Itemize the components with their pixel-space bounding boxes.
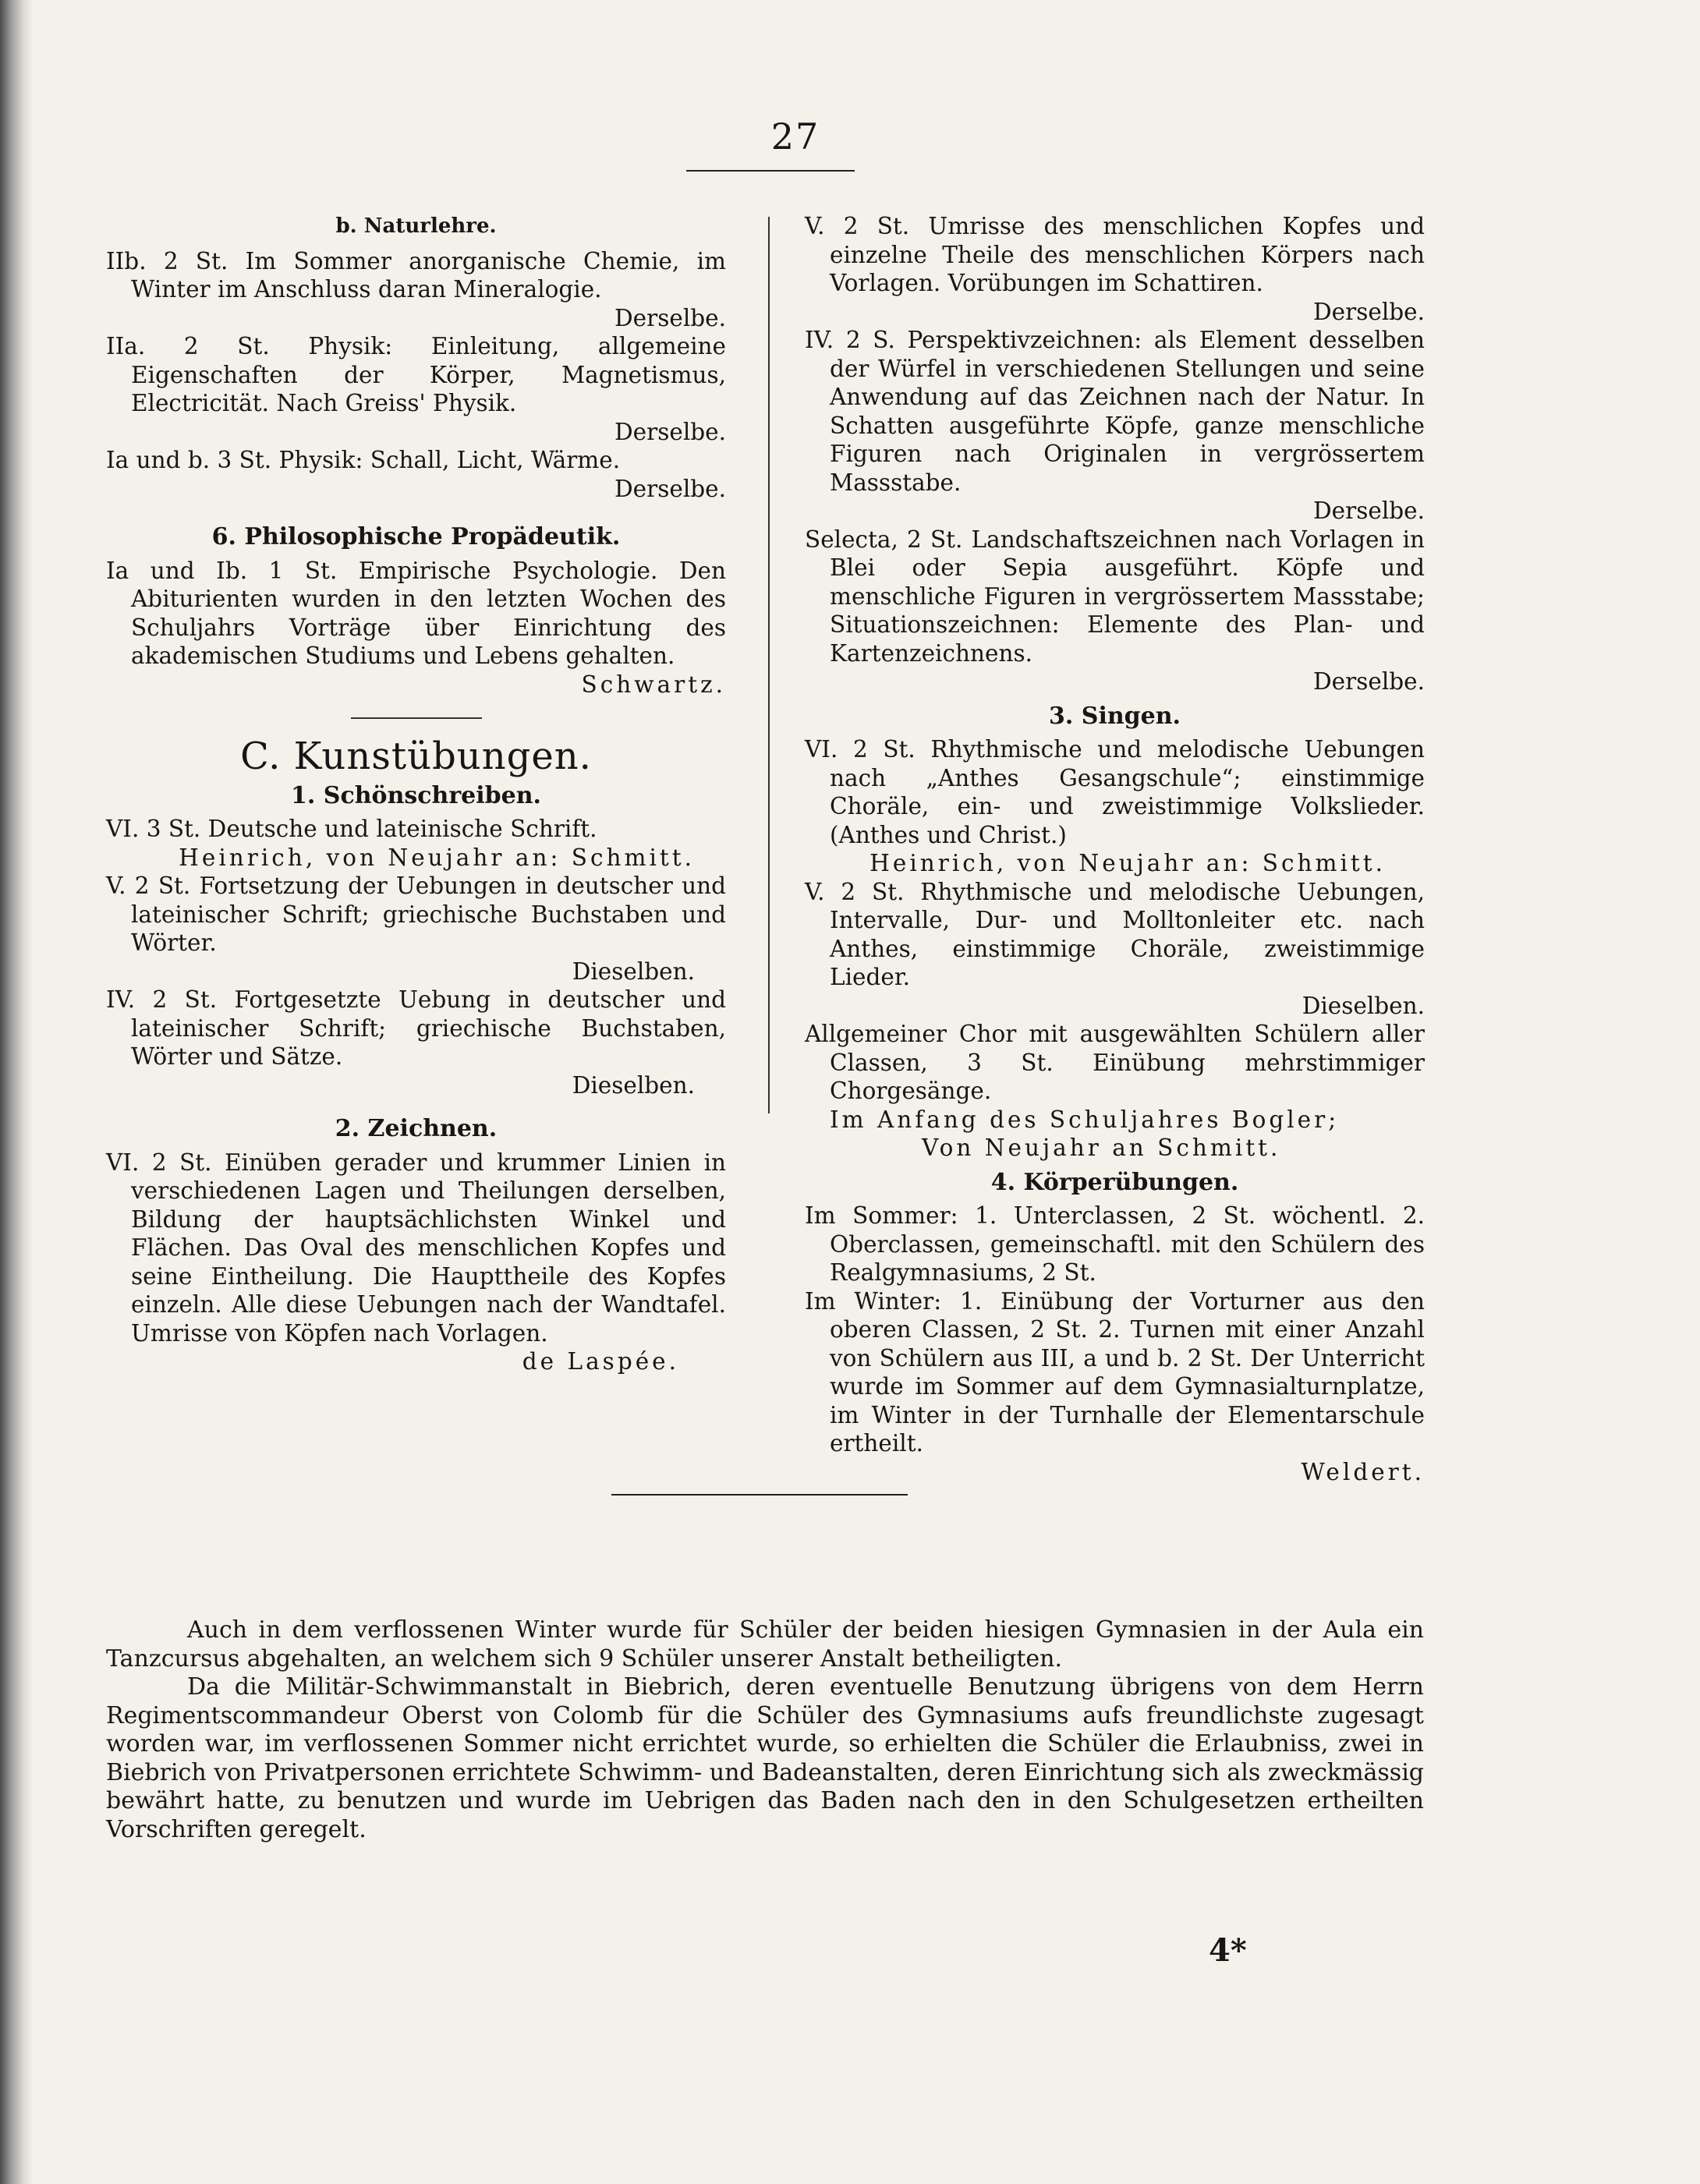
teacher-heinrich-schmitt: Heinrich, von Neujahr an: Schmitt. [869,850,1386,876]
page-edge-shadow [0,0,33,2184]
entry-iv-perspektiv: IV. 2 S. Perspektivzeichnen: als Element desselben der Würfel in verschiedenen Stellungen und seine Anwendung auf das Zeichnen nach der Natur. In Schatten ausgeführte Köpfe, ganze menschliche Figuren nach Originalen in vergrössertem Massstabe. [805,327,1425,496]
teacher-derselbe: Derselbe. [614,475,726,502]
teacher-de-laspee: de Laspée. [522,1348,679,1375]
teacher-weldert: Weldert. [1301,1458,1425,1485]
paragraph-schwimmanstalt: Da die Militär-Schwimmanstalt in Biebrich, deren eventuelle Benutzung übrigens von dem Herrn Regimentscommandeur Oberst von Colomb für die Schüler des Gymnasiums aufs freundlichste zugesagt worden war, im verflossenen Sommer nicht errichtet wurde, so erhielten die Schüler die Erlaubniss, zwei in Biebrich von Privatpersonen errichtete Schwimm- und Badeanstalten, deren Einrichtung sich als zweckmässig bewährt hatte, zu benutzen und wurde im Uebrigen das Baden nach den in den Schulgesetzen ertheilten Vorschriften geregelt. [106,1673,1424,1843]
teacher-dieselben: Dieselben. [572,1071,695,1099]
teacher-derselbe: Derselbe. [1313,668,1425,695]
entry-v-zeichnen: V. 2 St. Umrisse des menschlichen Kopfes und einzelne Theile des menschlichen Körpers nach Vorlagen. Vorübungen im Schattiren. [805,213,1425,296]
entry-sommer: Im Sommer: 1. Unterclassen, 2 St. wöchentl. 2. Oberclassen, gemeinschaftl. mit den Schülern des Realgymnasiums, 2 St. [805,1202,1425,1286]
teacher-dieselben: Dieselben. [572,957,695,985]
entry-iia-physik: IIa. 2 St. Physik: Einleitung, allgemeine Eigenschaften der Körper, Magnetismus, Electricität. Nach Greiss' Physik. [106,333,726,416]
right-column [805,212,1425,1486]
column-divider [768,217,770,1113]
entry-vi-singen: VI. 2 St. Rhythmische und melodische Uebungen nach „Anthes Gesangschule“; einstimmige Choräle, ein- und zweistimmige Volkslieder. (Anthes und Christ.) [805,736,1425,848]
entry-iv-schrift: IV. 2 St. Fortgesetzte Uebung in deutscher und lateinischer Schrift; griechische Buchstaben, Wörter und Sätze. [106,986,726,1070]
entry-winter: Im Winter: 1. Einübung der Vorturner aus den oberen Classen, 2 St. 2. Turnen mit einer Anzahl von Schülern aus III, a und b. 2 St. Der Unterricht wurde im Sommer auf dem Gymnasialturnplatze, im Winter in der Turnhalle der Elementarschule ertheilt. [805,1287,1425,1457]
teacher-derselbe: Derselbe. [614,418,726,445]
heading-philosophie: 6. Philosophische Propädeutik. [211,523,621,550]
entry-v-schrift: V. 2 St. Fortsetzung der Uebungen in deutscher und lateinischer Schrift; griechische Buchstaben und Wörter. [106,873,726,956]
entry-v-singen: V. 2 St. Rhythmische und melodische Uebungen, Intervalle, Dur- und Molltonleiter etc. nach Anthes, einstimmige Choräle, zweistimmige Lieder. [805,878,1425,990]
heading-koerperuebungen: 4. Körperübungen. [990,1168,1239,1196]
teacher-derselbe: Derselbe. [614,304,726,331]
entry-iib-chemie: IIb. 2 St. Im Sommer anorganische Chemie, im Winter im Anschluss daran Mineralogie. [106,247,726,303]
entry-allgemeiner-chor: Allgemeiner Chor mit ausgewählten Schülern aller Classen, 3 St. Einübung mehrstimmiger Chorgesänge. [805,1021,1425,1104]
note-bogler: Im Anfang des Schuljahres Bogler; [830,1106,1340,1133]
teacher-schwartz: Schwartz. [581,671,726,698]
heading-zeichnen: 2. Zeichnen. [335,1115,498,1142]
teacher-dieselben: Dieselben. [1302,992,1425,1019]
bottom-paragraphs [106,1616,1424,1844]
signature-mark: 4* [1209,1932,1247,1969]
heading-naturlehre: b. Naturlehre. [335,214,497,238]
heading-singen: 3. Singen. [1049,702,1181,730]
teacher-heinrich-schmitt: Heinrich, von Neujahr an: Schmitt. [179,844,695,871]
heading-schoenschreiben: 1. Schönschreiben. [291,781,541,809]
entry-ia-physik: Ia und b. 3 St. Physik: Schall, Licht, Wärme. [106,447,621,473]
left-column [106,212,726,1376]
paragraph-tanzcursus: Auch in dem verflossenen Winter wurde für Schüler der beiden hiesigen Gymnasien in der Aula ein Tanzcursus abgehalten, an welchem sich 9 Schüler unserer Anstalt betheiligten. [106,1616,1424,1673]
note-schmitt: Von Neujahr an Schmitt. [922,1134,1281,1161]
teacher-derselbe: Derselbe. [1313,298,1425,325]
page-number: 27 [770,115,820,158]
separator-rule [611,1494,908,1496]
page-number-rule [686,170,855,172]
entry-vi-zeichnen: VI. 2 St. Einüben gerader und krummer Linien in verschiedenen Lagen und Theilungen derselben, Bildung der hauptsächlichsten Winkel und Flächen. Das Oval des menschlichen Kopfes und seine Eintheilung. Die Haupttheile des Kopfes einzeln. Alle diese Uebungen nach der Wandtafel. Umrisse von Köpfen nach Vorlagen. [106,1149,726,1347]
entry-vi-schrift: VI. 3 St. Deutsche und lateinische Schrift. [106,816,597,842]
section-divider [351,717,482,719]
entry-psychologie: Ia und Ib. 1 St. Empirische Psychologie. Den Abiturienten wurden in den letzten Wochen des Schuljahrs Vorträge über Einrichtung des akademischen Studiums und Lebens gehalten. [106,557,726,669]
teacher-derselbe: Derselbe. [1313,497,1425,524]
section-title-kunstuebungen: C. Kunstübungen. [240,734,592,778]
entry-selecta-landschaft: Selecta, 2 St. Landschaftszeichnen nach Vorlagen in Blei oder Sepia ausgeführt. Köpfe und menschliche Figuren in vergrössertem Massstabe; Situationszeichnen: Elemente des Plan- und Kartenzeichnens. [805,526,1425,667]
